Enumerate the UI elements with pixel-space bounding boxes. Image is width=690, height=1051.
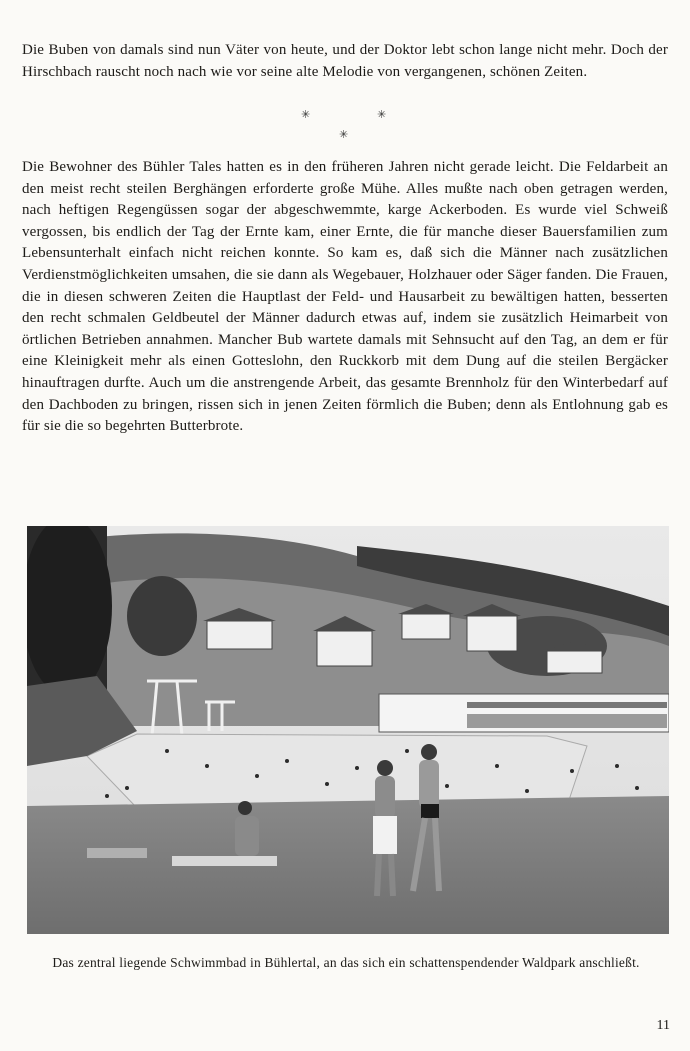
swimming-pool-photo [27, 526, 669, 934]
separator-star-icon: ✳ [301, 109, 311, 121]
paragraph-2: Die Bewohner des Bühler Tales hatten es in den früheren Jahren nicht gerade leicht. Die Feldarbeit an den meist recht steilen Berghängen erforderte große Mühe. Alles mußte nach oben getragen werden, nach heftigen Regengüssen sogar der abgeschwemmte, karge Ackerboden. Es wurde viel Schweiß vergossen, bis endlich der Tag der Ernte kam, einer Ernte, die für manche dieser Bauersfamilien zum Lebensunterhalt einfach nicht reichen konnte. So kam es, daß sich die Männer nach zusätzlichen Verdienstmöglichkeiten umsahen, die sie dann als Wegebauer, Holzhauer oder Säger fanden. Die Frauen, die in diesen schweren Zeiten die Hauptlast der Feld- und Hausarbeit zu bewältigen hatten, besserten den recht schmalen Geldbeutel der Männer dadurch etwas auf, indem sie zusätzlich Heimarbeit von örtlichen Betrieben annahmen. Mancher Bub wartete damals mit Sehnsucht auf den Tag, an dem er für eine Kleinigkeit mehr als einen Gotteslohn, den Ruckkorb mit dem Dung auf die steilen Bergäcker hinauftragen durfte. Auch um die anstrengende Arbeit, das gesamte Brennholz für den Winterbedarf auf den Dachboden zu bringen, rissen sich in jenen Zeiten förmlich die Buben; denn als Entlohnung gab es für sie die so begehrten Butterbrote. [22, 159, 668, 435]
separator-star-icon: ✳ [377, 109, 387, 121]
separator-star-icon: ✳ [339, 129, 349, 141]
paragraph-1: Die Buben von damals sind nun Väter von heute, und der Doktor lebt schon lange nicht mehr. Doch der Hirschbach rauscht noch nach wie vor seine alte Melodie von vergangenen, schönen Zeiten. [22, 42, 668, 80]
photo-caption: Das zentral liegende Schwimmbad in Bühlertal, an das sich ein schattenspendender Waldpark anschließt. [52, 955, 640, 970]
page-number: 11 [656, 1018, 670, 1033]
